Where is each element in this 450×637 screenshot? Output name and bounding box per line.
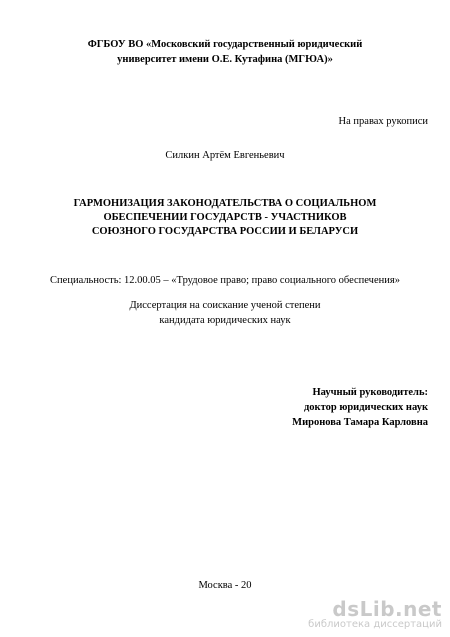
institution-line-2: университет имени О.Е. Кутафина (МГЮА)» bbox=[117, 54, 333, 65]
title-line-2: ОБЕСПЕЧЕНИИ ГОСУДАРСТВ - УЧАСТНИКОВ bbox=[103, 212, 347, 223]
degree-statement bbox=[0, 298, 450, 328]
institution-line-1: ФГБОУ ВО «Московский государственный юридический bbox=[87, 39, 363, 50]
watermark-logo: dsLib.net bbox=[332, 597, 442, 621]
degree-line-2: кандидата юридических наук bbox=[159, 315, 291, 326]
dissertation-title bbox=[0, 197, 450, 239]
degree-line-1: Диссертация на соискание ученой степени bbox=[129, 300, 321, 311]
watermark-subtitle: библиотека диссертаций bbox=[308, 619, 442, 630]
institution-header bbox=[0, 37, 450, 67]
dslib-watermark bbox=[308, 599, 442, 631]
supervisor-block bbox=[292, 385, 428, 430]
author-name: Силкин Артём Евгеньевич bbox=[165, 150, 285, 161]
title-line-3: СОЮЗНОГО ГОСУДАРСТВА РОССИИ И БЕЛАРУСИ bbox=[91, 226, 359, 237]
supervisor-label: Научный руководитель: bbox=[312, 387, 428, 398]
manuscript-rights-note: На правах рукописи bbox=[338, 116, 428, 127]
specialty-line: Специальность: 12.00.05 – «Трудовое право; право социального обеспечения» bbox=[50, 275, 400, 286]
title-line-1: ГАРМОНИЗАЦИЯ ЗАКОНОДАТЕЛЬСТВА О СОЦИАЛЬНОМ bbox=[73, 198, 377, 209]
supervisor-degree: доктор юридических наук bbox=[303, 402, 428, 413]
supervisor-name: Миронова Тамара Карловна bbox=[292, 417, 428, 428]
city-year: Москва - 20 bbox=[198, 580, 252, 591]
